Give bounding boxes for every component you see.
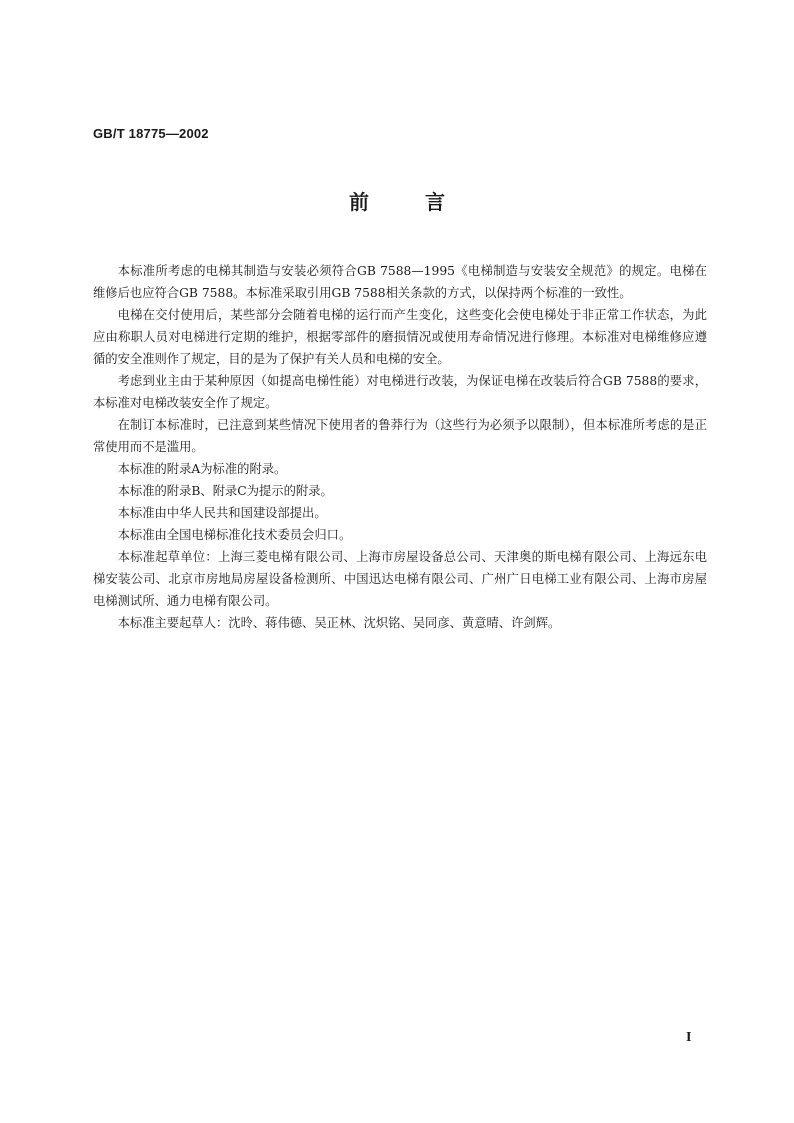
page-number: I: [686, 1030, 692, 1045]
paragraph-8: 本标准由全国电梯标准化技术委员会归口。: [117, 528, 352, 542]
paragraph-7: 本标准由中华人民共和国建设部提出。: [117, 506, 327, 520]
title-char-1: 前: [349, 190, 369, 214]
standard-code: GB/T 18775—2002: [93, 126, 209, 141]
paragraph-5: 本标准的附录A为标准的附录。: [117, 462, 287, 476]
paragraph-9: 本标准起草单位：上海三菱电梯有限公司、上海市房屋设备总公司、天津奥的斯电梯有限公司、上海远东电梯安装公司、北京市房地局房屋设备检测所、中国迅达电梯有限公司、广州广日电梯工业有限公司、上海市房屋电梯测试所、通力电梯有限公司。: [93, 550, 707, 608]
paragraph-6: 本标准的附录B、附录C为提示的附录。: [117, 484, 333, 498]
paragraph-1: 本标准所考虑的电梯其制造与安装必须符合GB 7588—1995《电梯制造与安装安全规范》的规定。电梯在维修后也应符合GB 7588。本标准采取引用GB 7588相关条款的方式，以保持两个标准的一致性。: [93, 264, 707, 300]
paragraph-4: 在制订本标准时，已注意到某些情况下使用者的鲁莽行为（这些行为必须予以限制），但本标准所考虑的是正常使用而不是滥用。: [93, 418, 707, 454]
foreword-body: [93, 260, 707, 634]
title-char-2: 言: [425, 190, 445, 214]
paragraph-10: 本标准主要起草人：沈昤、蒋伟德、吴正林、沈炽铭、吴同彦、黄意晴、许剑辉。: [117, 616, 561, 630]
page-title: [0, 186, 794, 215]
paragraph-2: 电梯在交付使用后，某些部分会随着电梯的运行而产生变化，这些变化会使电梯处于非正常工作状态，为此应由称职人员对电梯进行定期的维护，根据零部件的磨损情况或使用寿命情况进行修理。本标准对电梯维修应遵循的安全准则作了规定，目的是为了保护有关人员和电梯的安全。: [93, 308, 707, 366]
paragraph-3: 考虑到业主由于某种原因（如提高电梯性能）对电梯进行改装，为保证电梯在改装后符合GB 7588的要求，本标准对电梯改装安全作了规定。: [93, 374, 707, 410]
